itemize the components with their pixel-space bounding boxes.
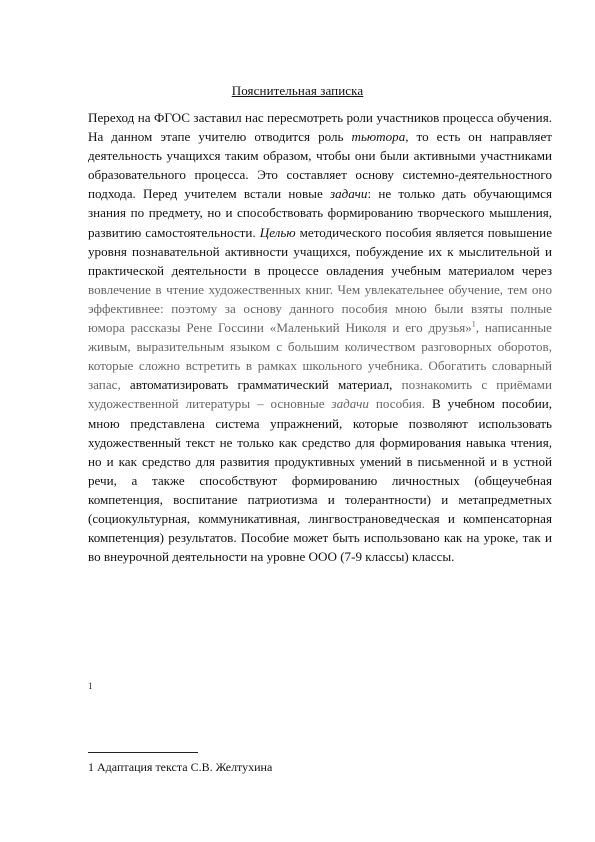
stray-footnote-mark: 1 [88,681,93,691]
text-segment: , то есть он направляет деятельность учащихся таким образом, чтобы они были активными участниками образовательного процесса. Это составляет основу системно-деятельностного подхода. Перед учителем встали новые [88,129,552,202]
explanatory-note-paragraph [88,108,552,566]
footnote-reference[interactable]: 1 [471,319,476,329]
text-segment-grey: вовлечение в чтение художественных книг. Чем увлекательнее обучение, тем оно эффективнее: поэтому за основу данного пособия мною были взяты полные юмора рассказы Рене Госсини «Маленький Николя и его друзья» [88,281,552,336]
text-segment: В учебном пособии, мною представлена система упражнений, которые позволяют использовать художественный текст не только как средство для формирования навыка чтения, но и как средство для развития продуктивных умений в письменной и в устной речи, а также способствуют формированию личностных (общеучебная компетенция, воспитание патриотизма и толерантности) и метапредметных (социокультурная, коммуникативная, лингвострановедческая и компенсаторная компетенция) результатов. Пособие может быть использовано как на уроке, так и во внеурочной деятельности на уровне ООО (7-9 классы) классы. [88,396,552,565]
page-title: Пояснительная записка [231,83,364,98]
text-emphasis-grey: задачи [331,396,369,412]
text-segment: методического пособия является повышение уровня познавательной активности учащихся, побуждение их к мыслительной и практической деятельности в процессе овладения учебным материалом через [88,224,553,278]
text-segment-grey: познакомить с приёмами художественной литературы – основные [88,377,552,412]
text-emphasis: Целью [259,224,296,240]
text-segment: Переход на ФГОС заставил нас пересмотреть роли участников процесса обучения. На данном этапе учителю отводится роль [88,110,552,145]
text-emphasis: задачи [330,186,368,202]
text-emphasis: тьютора [351,129,406,145]
footnote-separator [88,752,198,753]
text-segment: автоматизировать грамматический материал, [129,377,393,393]
text-segment-grey: , написанные живым, выразительным языком с большим количеством разговорных оборотов, которые сложно встретить в рамках школьного учебника. Обогатить словарный запас, [88,320,552,393]
text-segment-grey: пособия. [368,396,433,412]
text-segment: : не только дать обучающимся знания по предмету, но и способствовать формированию творческого мышления, развитию самостоятельности. [88,186,552,240]
footnote-text: 1 Адаптация текста С.В. Желтухина [88,760,273,774]
